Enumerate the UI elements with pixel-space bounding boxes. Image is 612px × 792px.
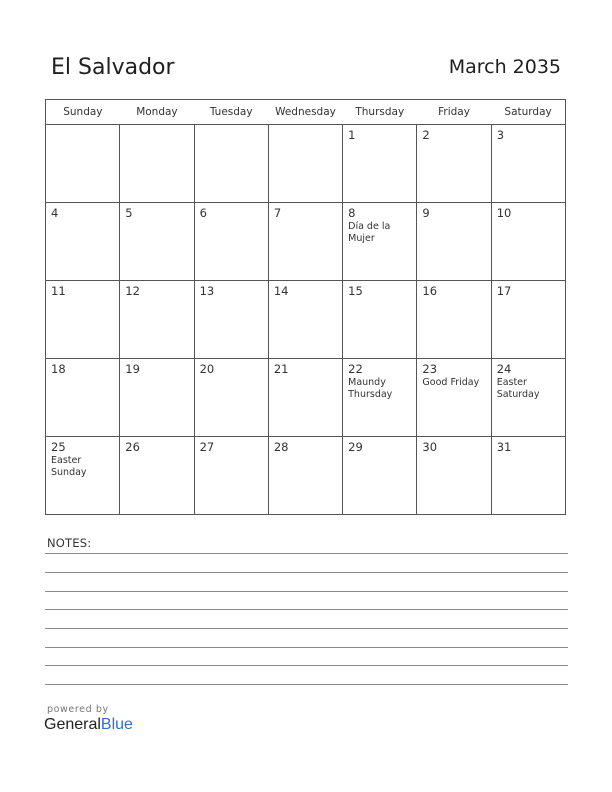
day-cell [120, 437, 194, 515]
day-number: 7 [273, 206, 282, 220]
notes-label: NOTES: [47, 536, 92, 550]
day-cell [194, 281, 268, 359]
note-line [45, 591, 568, 592]
day-cell [417, 203, 491, 281]
day-number: 24 [496, 362, 512, 376]
note-line [45, 628, 568, 629]
day-cell [491, 437, 565, 515]
weekday-header: Saturday [491, 100, 565, 125]
holiday-label: Good Friday [422, 377, 480, 388]
day-cell [491, 281, 565, 359]
day-number: 21 [273, 362, 289, 376]
generalblue-logo [44, 716, 133, 734]
logo-blue-text: Blue [100, 716, 133, 733]
weekday-header: Friday [417, 100, 491, 125]
day-number: 12 [125, 284, 140, 298]
day-number: 1 [348, 128, 356, 142]
day-cell [120, 359, 194, 437]
week-row [46, 437, 566, 515]
day-cell [46, 281, 120, 359]
weekday-header-row [46, 100, 566, 125]
day-cell [417, 125, 491, 203]
day-number: 30 [422, 440, 438, 454]
day-number: 10 [496, 206, 512, 220]
weekday-header: Wednesday [268, 100, 342, 125]
day-cell [268, 125, 342, 203]
day-number: 25 [51, 440, 66, 454]
country-title: El Salvador [51, 55, 175, 80]
weekday-header: Sunday [46, 100, 120, 125]
day-number: 6 [199, 206, 207, 220]
week-row [46, 125, 566, 203]
day-cell [268, 281, 342, 359]
day-number: 15 [348, 284, 363, 298]
week-row [46, 359, 566, 437]
day-number: 17 [496, 284, 512, 298]
day-number: 26 [125, 440, 140, 454]
day-number: 4 [51, 206, 59, 220]
day-number: 31 [496, 440, 512, 454]
day-cell [120, 203, 194, 281]
holiday-label: Día de la Mujer [348, 221, 391, 244]
day-number: 2 [422, 128, 430, 142]
day-cell [417, 281, 491, 359]
weekday-header: Monday [120, 100, 194, 125]
day-cell [491, 359, 565, 437]
day-cell [343, 203, 417, 281]
day-number: 18 [51, 362, 66, 376]
month-year-title: March 2035 [448, 56, 561, 78]
day-cell [491, 203, 565, 281]
note-line [45, 572, 568, 573]
week-row [46, 203, 566, 281]
day-number: 11 [51, 284, 66, 298]
day-number: 14 [273, 284, 289, 298]
day-cell [120, 125, 194, 203]
day-number: 28 [273, 440, 289, 454]
day-cell [268, 203, 342, 281]
logo-general-text: General [44, 716, 101, 733]
day-cell [268, 359, 342, 437]
day-cell [343, 125, 417, 203]
day-cell [194, 203, 268, 281]
day-cell [194, 359, 268, 437]
day-number: 22 [348, 362, 363, 376]
day-number: 20 [199, 362, 215, 376]
day-number: 5 [125, 206, 133, 220]
weekday-header: Tuesday [194, 100, 268, 125]
day-number: 3 [496, 128, 505, 142]
day-number: 19 [125, 362, 140, 376]
holiday-label: Easter Saturday [496, 377, 540, 400]
note-line [45, 647, 568, 648]
day-cell [343, 437, 417, 515]
day-cell [120, 281, 194, 359]
weekday-header: Thursday [343, 100, 417, 125]
day-cell [343, 281, 417, 359]
day-cell [46, 203, 120, 281]
day-cell [417, 437, 491, 515]
note-line [45, 665, 568, 666]
week-row [46, 281, 566, 359]
powered-by-text: powered by [47, 704, 109, 715]
day-cell [194, 125, 268, 203]
note-line [45, 553, 568, 554]
calendar-grid [45, 99, 566, 515]
holiday-label: Easter Sunday [51, 455, 87, 478]
day-cell [268, 437, 342, 515]
day-number: 8 [348, 206, 356, 220]
day-cell [46, 437, 120, 515]
day-cell [46, 125, 120, 203]
day-number: 9 [422, 206, 430, 220]
day-cell [343, 359, 417, 437]
day-number: 27 [199, 440, 215, 454]
day-number: 16 [422, 284, 438, 298]
day-cell [46, 359, 120, 437]
day-number: 13 [199, 284, 215, 298]
day-cell [491, 125, 565, 203]
day-cell [417, 359, 491, 437]
holiday-label: Maundy Thursday [348, 377, 393, 400]
note-line [45, 609, 568, 610]
note-line [45, 684, 568, 685]
day-number: 29 [348, 440, 363, 454]
day-cell [194, 437, 268, 515]
day-number: 23 [422, 362, 438, 376]
